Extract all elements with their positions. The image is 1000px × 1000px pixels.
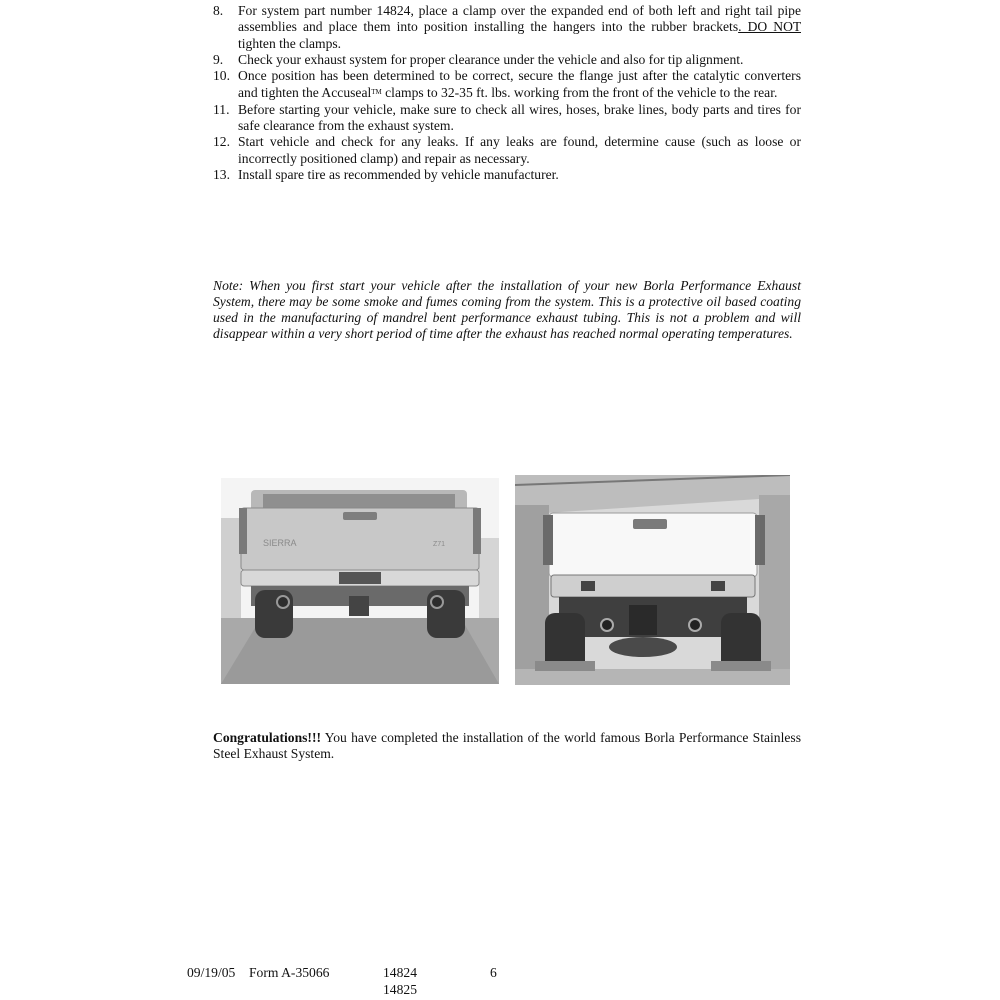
installation-steps bbox=[213, 3, 801, 183]
step-12 bbox=[213, 134, 801, 167]
note-paragraph: Note: When you first start your vehicle after the installation of your new Borla Performance Exhaust System, there may be some smoke and fumes coming from the system. This is a protective oil based coating used in the manufacturing of mandrel bent performance exhaust tubing. This is not a problem and will disappear within a very short period of time after the exhaust has reached normal operating temperatures. bbox=[213, 277, 801, 342]
step-8 bbox=[213, 3, 801, 52]
congratulations-paragraph bbox=[213, 730, 801, 763]
step-number: 11. bbox=[213, 101, 230, 117]
step-text: Start vehicle and check for any leaks. If any leaks are found, determine cause (such as loose or incorrectly positioned clamp) and repair as necessary. bbox=[238, 134, 801, 166]
step-number: 12. bbox=[213, 134, 230, 150]
truck-rear-photo bbox=[221, 478, 499, 684]
trademark-symbol: TM bbox=[371, 88, 382, 97]
step-number: 9. bbox=[213, 51, 224, 67]
footer-date: 09/19/05 bbox=[187, 965, 236, 980]
sierra-badge: SIERRA bbox=[263, 538, 297, 548]
footer-page-number: 6 bbox=[490, 965, 497, 980]
truck-lift-photo bbox=[515, 475, 790, 685]
step-10 bbox=[213, 68, 801, 102]
congratulations-heading: Congratulations!!! bbox=[213, 729, 321, 745]
step-13 bbox=[213, 167, 801, 183]
do-not-underline: . DO NOT bbox=[738, 19, 801, 35]
step-text: For system part number 14824, place a clamp over the expanded end of both left and right tail pipe assemblies and place them into position installing the hangers into the rubber brackets. DO NOT tighten the clamps. bbox=[238, 3, 801, 51]
step-number: 8. bbox=[213, 3, 224, 18]
step-11 bbox=[213, 102, 801, 135]
step-number: 10. bbox=[213, 68, 230, 84]
step-text: Before starting your vehicle, make sure to check all wires, hoses, brake lines, body parts and tires for safe clearance from the exhaust system. bbox=[238, 101, 801, 134]
step-text: Install spare tire as recommended by vehicle manufacturer. bbox=[238, 166, 559, 182]
z71-badge: Z71 bbox=[433, 541, 446, 548]
step-9 bbox=[213, 52, 801, 68]
step-text: Once position has been determined to be correct, secure the flange just after the catalytic converters and tighten the Accuseal™ clamps to 32-35 ft. lbs. working from the front of the vehicle to the rear. bbox=[238, 68, 801, 101]
footer-form-number: Form A-35066 bbox=[249, 965, 330, 980]
congratulations-text: You have completed the installation of the world famous Borla Performance Stainless Steel Exhaust System. bbox=[213, 729, 801, 761]
footer-part-number-1: 14824 bbox=[383, 965, 417, 980]
footer-part-number-2: 14825 bbox=[383, 982, 417, 997]
step-number: 13. bbox=[213, 166, 230, 182]
step-text: Check your exhaust system for proper clearance under the vehicle and also for tip alignment. bbox=[238, 51, 744, 67]
